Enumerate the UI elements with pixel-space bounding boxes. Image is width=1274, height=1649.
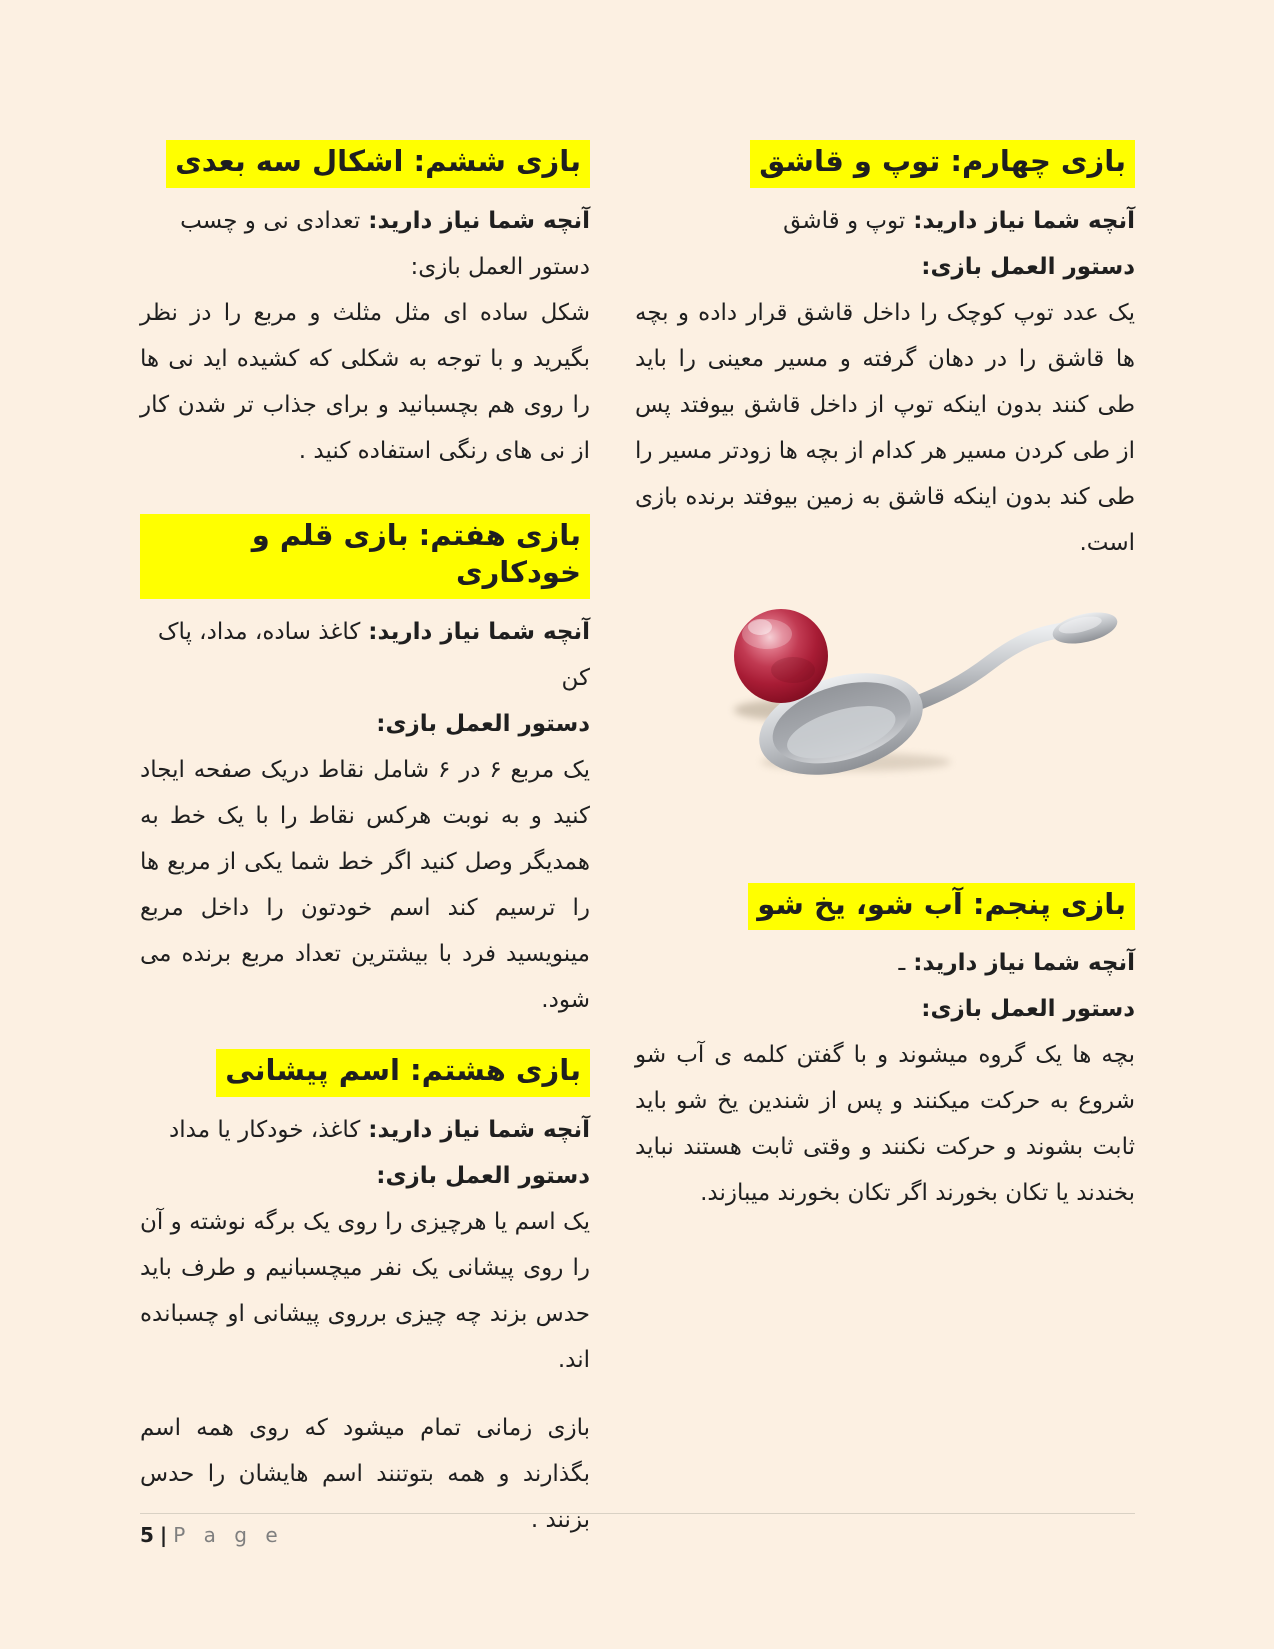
page-word: P a g e xyxy=(173,1523,284,1547)
game-8-paragraph-2: بازی زمانی تمام میشود که روی همه اسم بگذارند و همه بتوتنند اسم هایشان را حدس بزنند . xyxy=(140,1414,590,1533)
ball-and-spoon-image xyxy=(681,574,1121,779)
needs-label: آنچه شما نیاز دارید: xyxy=(368,207,590,234)
page-footer xyxy=(140,1513,1135,1547)
spoon-handle xyxy=(899,629,1073,710)
game-4-paragraph: یک عدد توپ کوچک را داخل قاشق قرار داده و بچه ها قاشق را در دهان گرفته و مسیر معینی را باید طی کنند بدون اینکه توپ از داخل قاشق بیوفتد پس از طی کردن مسیر هر کدام از بچه ها زودتر مسیر را طی کند بدون اینکه قاشق به زمین بیوفتد برنده بازی است. xyxy=(635,299,1135,556)
game-5-title: بازی پنجم: آب شو، یخ شو xyxy=(748,883,1135,931)
game-7-instructions-label: دستور العمل بازی: xyxy=(376,711,590,738)
game-8-title-row xyxy=(140,1049,590,1097)
left-column xyxy=(140,140,590,1543)
game-4-title: بازی چهارم: توپ و قاشق xyxy=(750,140,1135,188)
game-8-needs-line xyxy=(140,1107,590,1153)
game-8-title: بازی هشتم: اسم پیشانی xyxy=(216,1049,590,1097)
game-6-paragraph: شکل ساده ای مثل مثلث و مربع را دز نظر بگیرید و با توجه به شکلی که کشیده اید نی ها را روی هم بچسبانید و برای جذاب تر شدن کار از نی های رنگی استفاده کنید . xyxy=(140,299,590,464)
footer-divider: | xyxy=(159,1523,168,1547)
needs-value: کاغذ، خودکار یا مداد xyxy=(169,1116,361,1143)
game-7-paragraph: یک مربع ۶ در ۶ شامل نقاط دریک صفحه ایجاد کنید و به نوبت هرکس نقاط را با یک خط به همدیگر وصل کنید اگر خط شما یکی از مربع ها را ترسیم کند اسم خودتون را داخل مربع مینویسید فرد با بیشترین تعداد مربع برنده می شود. xyxy=(140,757,590,1014)
needs-value: تعدادی نی و چسب xyxy=(180,207,361,234)
spoon-handle-end xyxy=(1050,607,1121,649)
needs-value: کاغذ ساده، مداد، پاک کن xyxy=(157,619,590,692)
needs-value: ـ xyxy=(898,950,906,977)
page-number: 5 xyxy=(140,1523,154,1547)
game-6-needs-line xyxy=(140,198,590,244)
page-content xyxy=(140,140,1135,1543)
game-6-instructions-label: دستور العمل بازی: xyxy=(410,253,590,280)
needs-label: آنچه شما نیاز دارید: xyxy=(368,1116,590,1143)
game-8-paragraph-1: یک اسم یا هرچیزی را روی یک برگه نوشته و آن را روی پیشانی یک نفر میچسبانیم و طرف باید حدس بزند چه چیزی برروی پیشانی او چسبانده اند. xyxy=(140,1208,590,1373)
game-section-4 xyxy=(635,140,1135,566)
game-8-instructions-label: دستور العمل بازی: xyxy=(376,1162,590,1189)
game-5-title-row xyxy=(635,883,1135,931)
game-4-instructions-label: دستور العمل بازی: xyxy=(921,253,1135,280)
needs-label: آنچه شما نیاز دارید: xyxy=(913,950,1135,977)
game-section-7 xyxy=(140,514,590,1023)
game-section-6 xyxy=(140,140,590,474)
game-4-title-row xyxy=(635,140,1135,188)
red-ball xyxy=(734,609,828,703)
game-7-title: بازی هفتم: بازی قلم و خودکاری xyxy=(140,514,590,599)
game-5-needs-line xyxy=(635,940,1135,986)
game-4-needs-line xyxy=(635,198,1135,244)
needs-label: آنچه شما نیاز دارید: xyxy=(913,207,1135,234)
game-5-instructions-label: دستور العمل بازی: xyxy=(921,996,1135,1023)
needs-value: توپ و قاشق xyxy=(783,207,906,234)
game-6-title: بازی ششم: اشکال سه بعدی xyxy=(166,140,590,188)
game-7-title-row xyxy=(140,514,590,599)
game-6-title-row xyxy=(140,140,590,188)
needs-label: آنچه شما نیاز دارید: xyxy=(368,619,590,646)
game-section-8 xyxy=(140,1049,590,1543)
right-column xyxy=(635,140,1135,1543)
game-7-needs-line xyxy=(140,609,590,701)
game-section-5 xyxy=(635,883,1135,1217)
game-5-paragraph: بچه ها یک گروه میشوند و با گفتن کلمه ی آب شو شروع به حرکت میکنند و پس از شندین یخ شو باید ثابت بشوند و حرکت نکنند و وقتی ثابت هستند نباید بخندند یا تکان بخورند اگر تکان بخورند میبازند. xyxy=(635,1042,1135,1207)
